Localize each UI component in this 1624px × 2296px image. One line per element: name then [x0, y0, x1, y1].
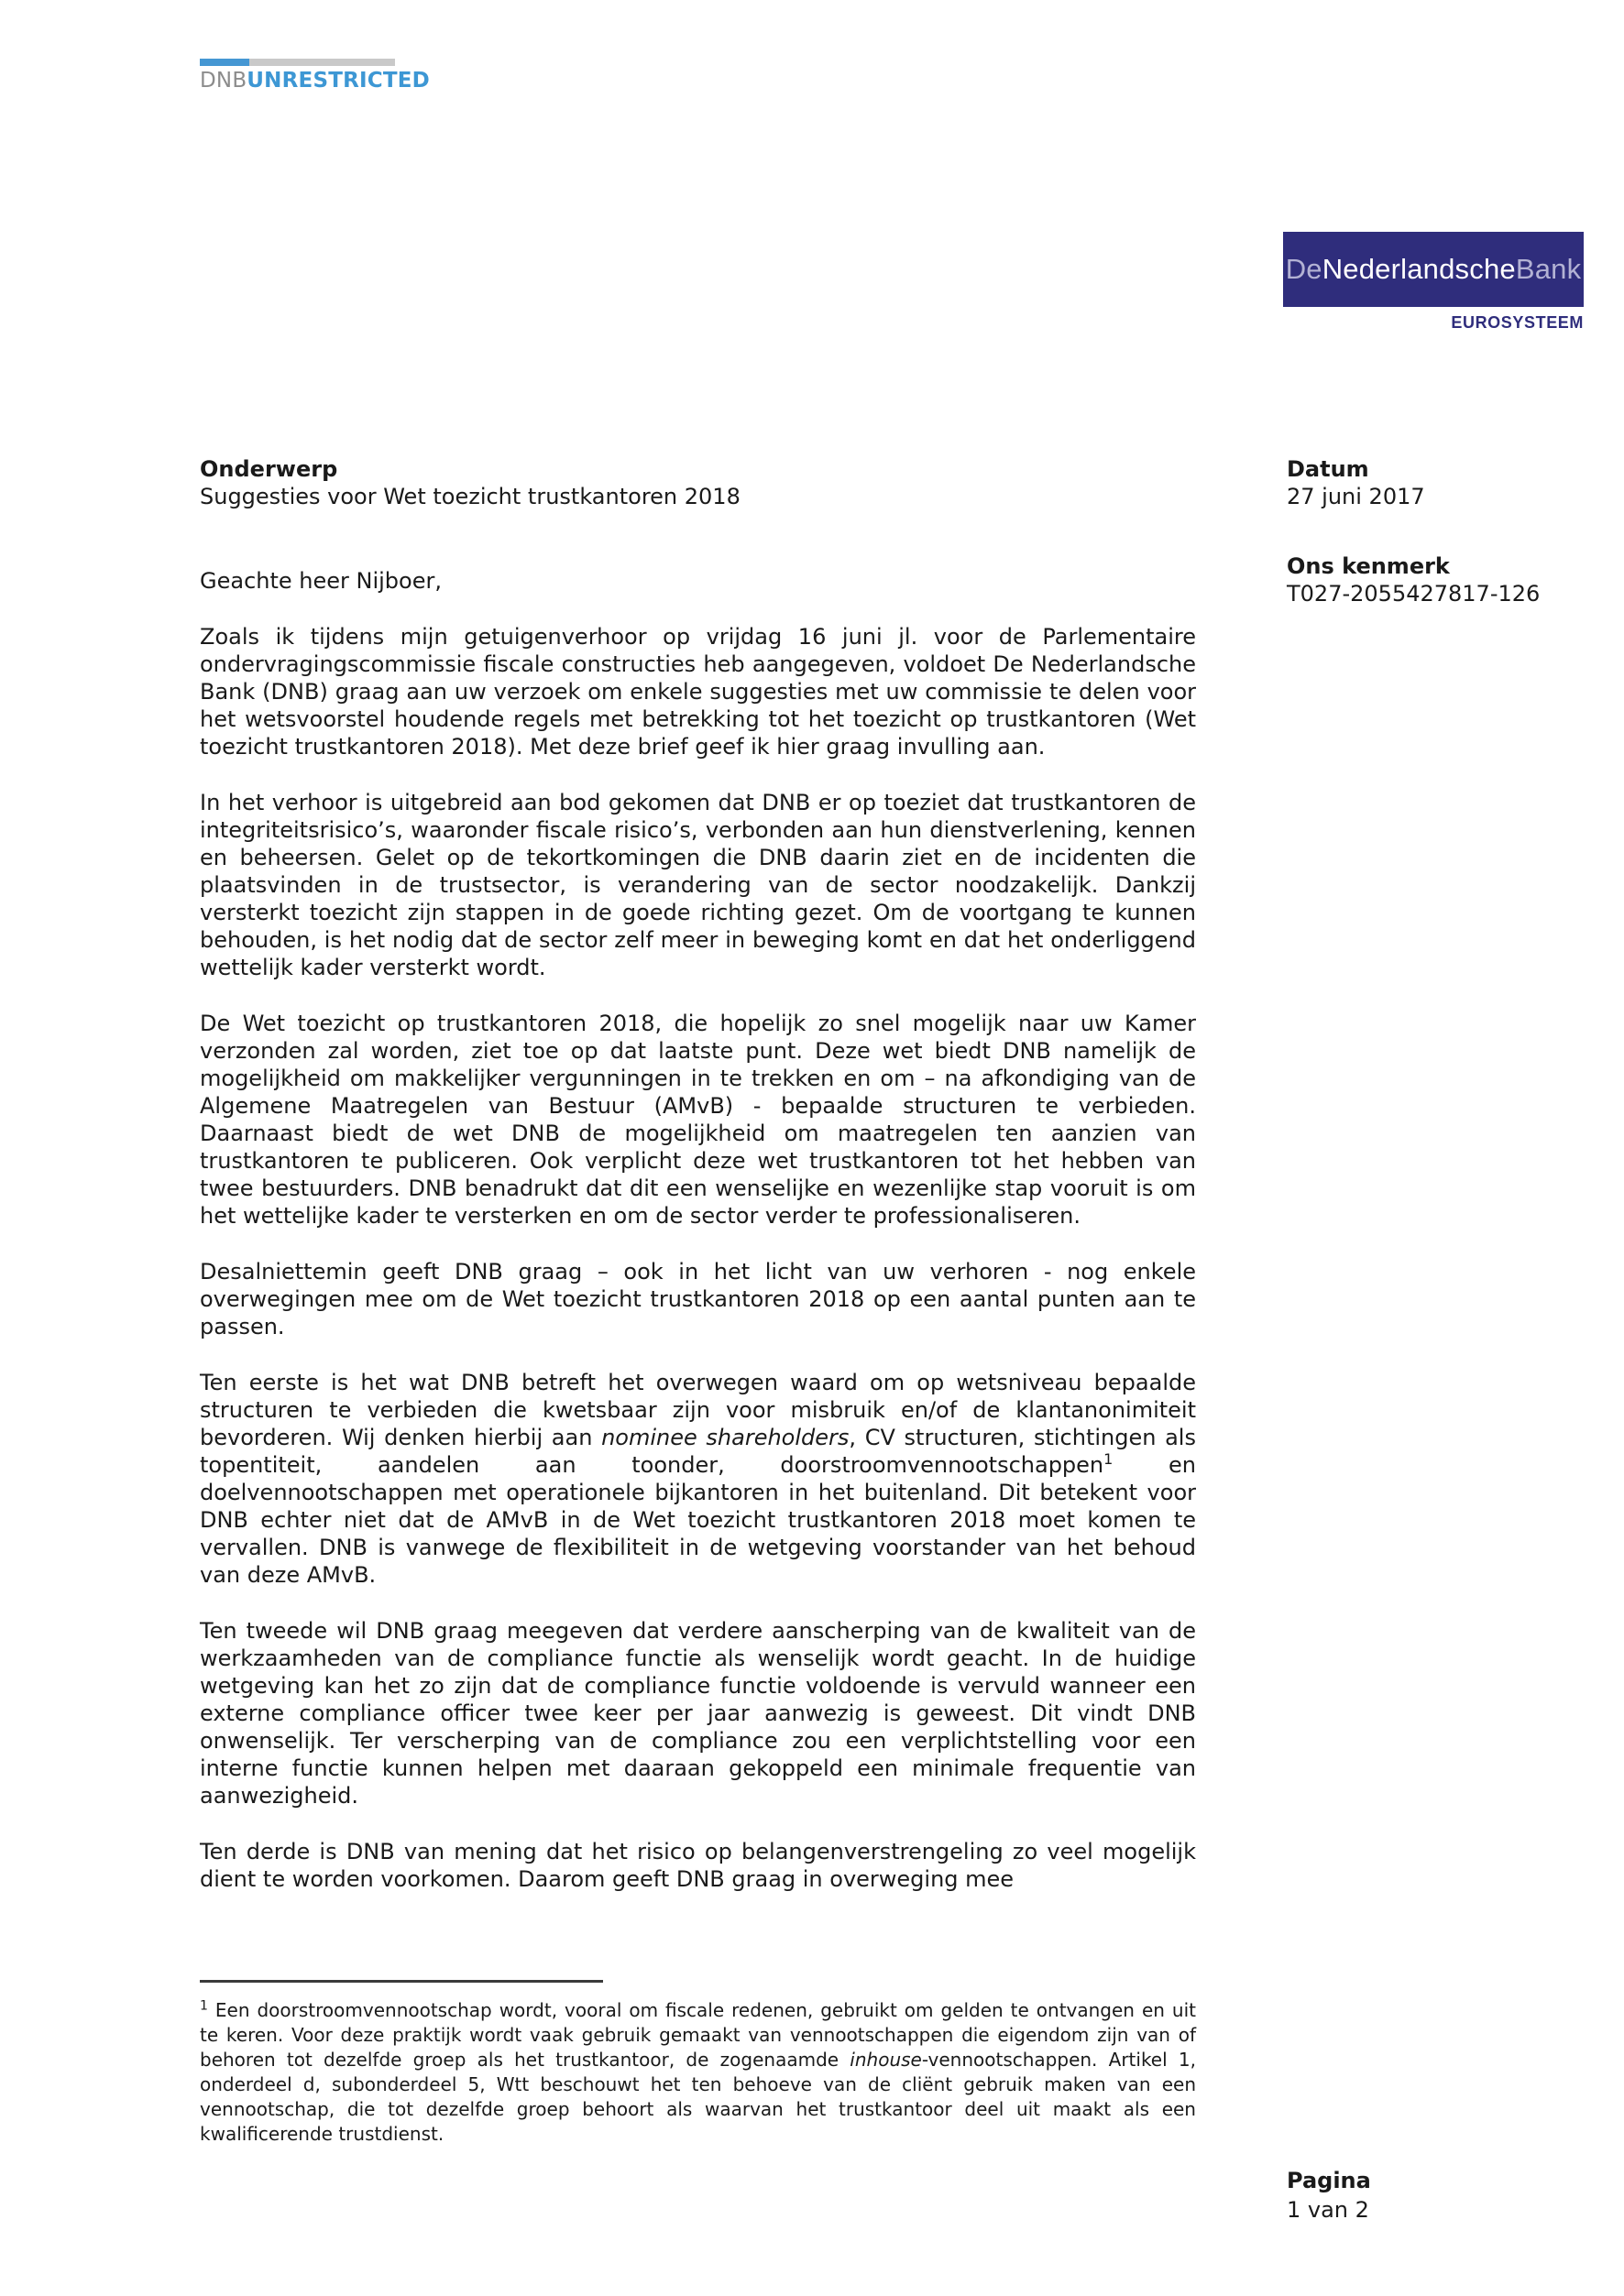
paragraph-5-text: en doelvennootschappen met operationele bijkantoren in het buitenland. Dit betekent voor DNB echter niet dat de AMvB in de Wet toezicht trustkantoren 2018 moet komen te vervallen. DNB is vanwege de flexibiliteit in de wetgeving voorstander van het behoud van deze AMvB. — [200, 1452, 1197, 1588]
paragraph-6: Ten tweede wil DNB graag meegeven dat verdere aanscherping van de kwaliteit van de werkzaamheden van de compliance functie als wenselijk wordt geacht. In de huidige wetgeving kan het zo zijn dat de compliance functie voldoende is vervuld wanneer een externe compliance officer twee keer per jaar aanwezig is geweest. Dit vindt DNB onwenselijk. Ter verscherping van de compliance zou een verplichtstelling voor een interne functie kunnen helpen met daaraan gekoppeld een minimale frequentie van aanwezigheid. — [200, 1618, 1196, 1809]
dnb-logo-wordmark — [1283, 232, 1584, 307]
subject-value: Suggesties voor Wet toezicht trustkantoren 2018 — [200, 484, 741, 509]
paragraph-2: In het verhoor is uitgebreid aan bod gekomen dat DNB er op toeziet dat trustkantoren de integriteitsrisico’s, waaronder fiscale risico’s, verbonden aan hun dienstverlening, kennen en beheersen. Gelet op de tekortkomingen die DNB daarin ziet en de incidenten die plaatsvinden in de trustsector, is verandering van de sector noodzakelijk. Dankzij versterkt toezicht zijn stappen in de goede richting gezet. Om de voortgang te kunnen behouden, is het nodig dat de sector zelf meer in beweging komt en dat het onderliggend wettelijk kader versterkt wordt. — [200, 790, 1196, 980]
classification-bar-filled — [200, 59, 249, 66]
page-label: Pagina — [1287, 2168, 1371, 2193]
paragraph-5-text: Ten eerste is het wat DNB betreft het overwegen waard om op wetsniveau bepaalde structuren te verbieden die kwetsbaar zijn voor misbruik en/of de klantanonimiteit bevorderen. Wij denken hierbij aan — [200, 1370, 1196, 1450]
classification-prefix: DNB — [200, 69, 247, 93]
letter-body — [200, 455, 1196, 1893]
footnote-reference-marker: 1 — [1103, 1450, 1114, 1468]
footnote-separator-rule — [200, 1980, 603, 1983]
logo-subtitle-eurosysteem: EUROSYSTEEM — [1451, 313, 1584, 332]
paragraph-3: De Wet toezicht op trustkantoren 2018, die hopelijk zo snel mogelijk naar uw Kamer verzonden zal worden, ziet toe op dat laatste punt. Deze wet biedt DNB namelijk de mogelijkheid om makkelijker vergunningen in te trekken en om – na afkondiging van de Algemene Maatregelen van Bestuur (AMvB) - bepaalde structuren te verbieden. Daarnaast biedt de wet DNB de mogelijkheid om maatregelen ten aanzien van trustkantoren te publiceren. Ook verplicht deze wet trustkantoren tot het hebben van twee bestuurders. DNB benadrukt dat dit een wenselijke en wezenlijke stap vooruit is om het wettelijke kader te versterken en om de sector verder te professionaliseren. — [200, 1011, 1196, 1229]
paragraph-5-italic-term: nominee shareholders — [601, 1425, 850, 1450]
subject-label: Onderwerp — [200, 456, 338, 482]
salutation: Geachte heer Nijboer, — [200, 568, 442, 594]
page-number-block — [1287, 2166, 1562, 2225]
page-value: 1 van 2 — [1287, 2197, 1369, 2223]
classification-level: UNRESTRICTED — [247, 69, 430, 93]
meta-spacer — [1287, 510, 1608, 552]
reference-value: T027-2055427817-126 — [1287, 581, 1541, 607]
logo-text-bank: Bank — [1515, 253, 1582, 285]
logo-text-nederlandsche: Nederlandsche — [1322, 253, 1516, 285]
classification-label — [200, 69, 430, 93]
classification-mark — [200, 59, 430, 93]
paragraph-5-text: , CV structuren, stichtingen als topentiteit, aandelen aan toonder, doorstroomvennootschappen — [200, 1425, 1196, 1478]
classification-bar — [200, 59, 395, 66]
date-label: Datum — [1287, 456, 1369, 482]
footnote-section — [200, 1980, 1196, 2147]
footnote-text — [200, 1998, 1196, 2147]
paragraph-7: Ten derde is DNB van mening dat het risico op belangenverstrengeling zo veel mogelijk dient te worden voorkomen. Daarom geeft DNB graag in overweging mee — [200, 1839, 1196, 1892]
paragraph-5 — [200, 1369, 1196, 1589]
footnote-marker: 1 — [200, 1998, 208, 2014]
meta-column — [1287, 455, 1608, 607]
paragraph-1: Zoals ik tijdens mijn getuigenverhoor op vrijdag 16 juni jl. voor de Parlementaire ondervragingscommissie fiscale constructies heb aangegeven, voldoet De Nederlandsche Bank (DNB) graag aan uw verzoek om enkele suggesties met uw commissie te delen voor het wetsvoorstel houdende regels met betrekking tot het toezicht op trustkantoren (Wet toezicht trustkantoren 2018). Met deze brief geef ik hier graag invulling aan. — [200, 624, 1196, 760]
dnb-logo — [1283, 232, 1584, 333]
footnote-body: -vennootschappen. Artikel 1, onderdeel d, subonderdeel 5, Wtt beschouwt het ten behoeve van de cliënt gebruik maken van een vennootschap, die tot dezelfde groep behoort als waarvan het trustkantoor deel uit maakt als een kwalificerende trustdienst. — [200, 2049, 1196, 2145]
logo-text-de: De — [1285, 253, 1322, 285]
footnote-italic-term: inhouse — [850, 2049, 922, 2071]
date-value: 27 juni 2017 — [1287, 484, 1425, 509]
footnote-body: Een doorstroomvennootschap wordt, vooral om fiscale redenen, gebruikt om gelden te ontvangen en uit te keren. Voor deze praktijk wordt vaak gebruik gemaakt van vennootschappen die eigendom zijn van of behoren tot dezelfde groep als het trustkantoor, de zogenaamde — [200, 1999, 1196, 2071]
paragraph-4: Desalniettemin geeft DNB graag – ook in het licht van uw verhoren - nog enkele overwegingen mee om de Wet toezicht trustkantoren 2018 op een aantal punten aan te passen. — [200, 1259, 1196, 1339]
classification-bar-track — [249, 59, 395, 66]
reference-label: Ons kenmerk — [1287, 553, 1450, 579]
